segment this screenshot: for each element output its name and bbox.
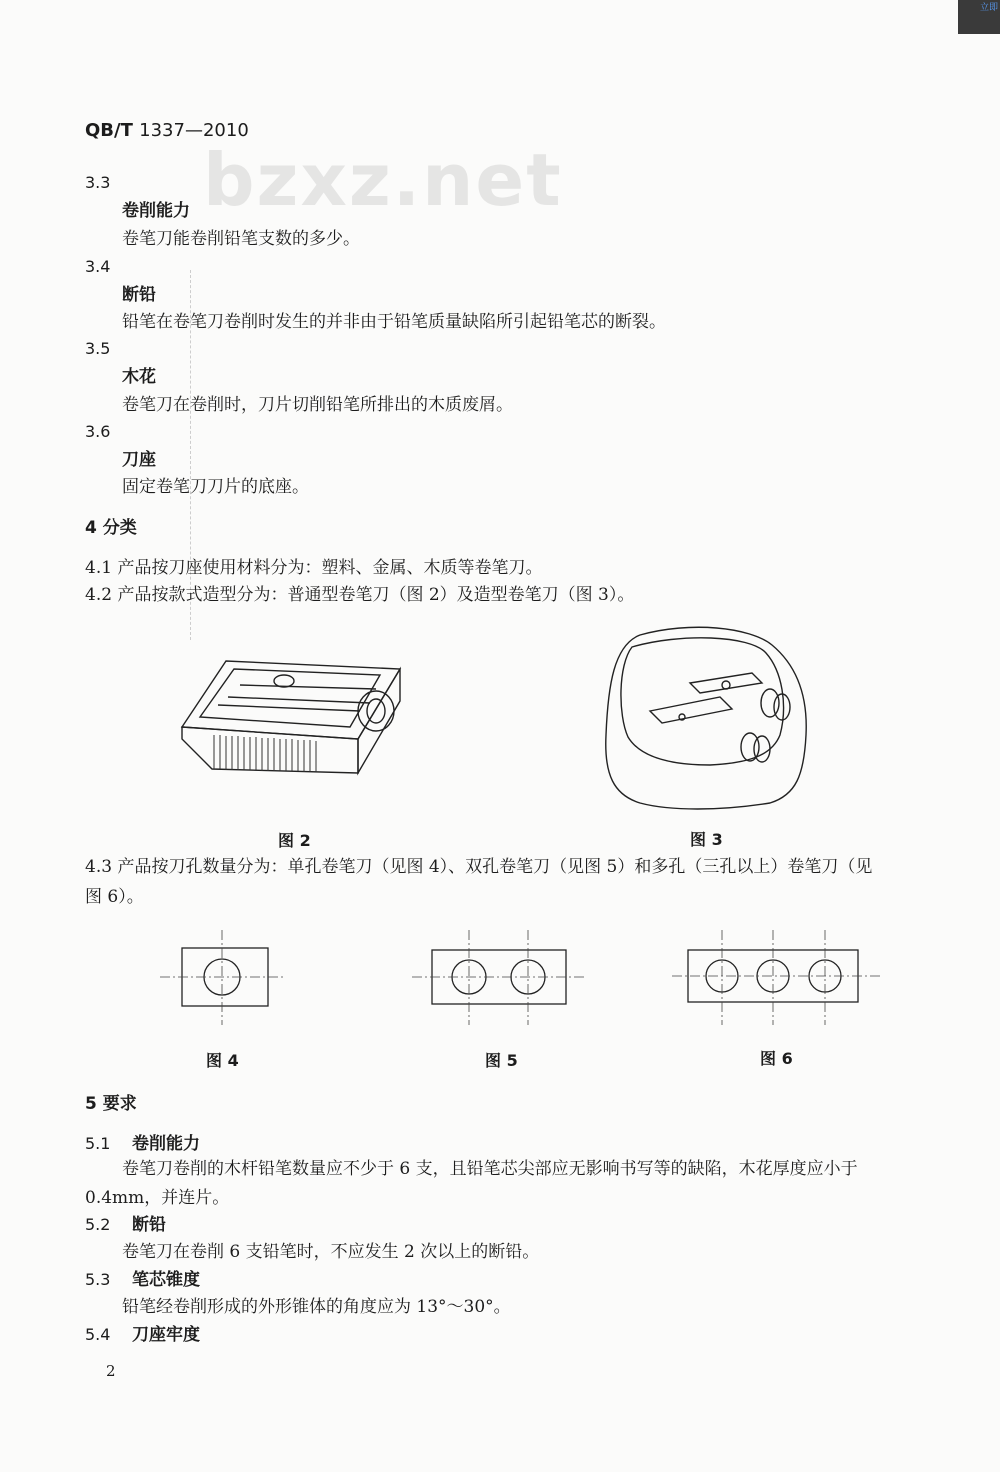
figure-6-drawing: [672, 930, 880, 1025]
clause-5-3-title: 笔芯锥度: [132, 1270, 200, 1290]
figure-4-drawing: [160, 930, 285, 1025]
figure-2-caption: 图 2: [278, 831, 311, 850]
figure-3-drawing: [600, 625, 810, 810]
clause-5-1-number: 5.1: [85, 1134, 111, 1153]
figure-2-drawing: [180, 655, 405, 775]
clause-4-3-line1: 4.3 产品按刀孔数量分为：单孔卷笔刀（见图 4）、双孔卷笔刀（见图 5）和多孔（三孔以上）卷笔刀（见: [85, 857, 873, 877]
standard-prefix: QB/T: [85, 120, 133, 141]
watermark: bzxz.net: [203, 138, 563, 222]
term-definition: 固定卷笔刀刀片的底座。: [122, 477, 309, 497]
term-title: 刀座: [122, 450, 156, 470]
term-definition: 卷笔刀能卷削铅笔支数的多少。: [122, 229, 360, 249]
standard-header: [85, 120, 249, 142]
term-title: 断铅: [122, 285, 156, 305]
term-title: 卷削能力: [122, 201, 190, 221]
clause-5-2-text: 卷笔刀在卷削 6 支铅笔时，不应发生 2 次以上的断铅。: [122, 1242, 540, 1262]
figure-5-drawing: [412, 930, 587, 1025]
figure-3-caption: 图 3: [690, 830, 723, 849]
term-number: 3.5: [85, 339, 111, 358]
clause-5-1-text-line1: 卷笔刀卷削的木杆铅笔数量应不少于 6 支，且铅笔芯尖部应无影响书写等的缺陷，木花厚度应小于: [122, 1159, 858, 1179]
term-number: 3.6: [85, 422, 111, 441]
page-number: 2: [106, 1362, 116, 1380]
term-number: 3.4: [85, 257, 111, 276]
clause-5-3-text: 铅笔经卷削形成的外形锥体的角度应为 13°～30°。: [122, 1297, 511, 1317]
clause-4-2: 4.2 产品按款式造型分为：普通型卷笔刀（图 2）及造型卷笔刀（图 3）。: [85, 585, 635, 605]
section-5-heading: 5 要求: [85, 1094, 137, 1114]
term-definition: 卷笔刀在卷削时，刀片切削铅笔所排出的木质废屑。: [122, 395, 513, 415]
clause-5-1-text-line2: 0.4mm，并连片。: [85, 1188, 230, 1208]
clause-4-1: 4.1 产品按刀座使用材料分为：塑料、金属、木质等卷笔刀。: [85, 558, 543, 578]
section-4-heading: 4 分类: [85, 518, 137, 538]
standard-number: 1337—2010: [139, 120, 249, 141]
clause-4-3-line2: 图 6）。: [85, 887, 144, 907]
term-title: 木花: [122, 367, 156, 387]
clause-5-2-number: 5.2: [85, 1215, 111, 1234]
figure-6-caption: 图 6: [760, 1049, 793, 1068]
clause-5-4-number: 5.4: [85, 1325, 111, 1344]
corner-tab[interactable]: [958, 0, 1000, 34]
term-definition: 铅笔在卷笔刀卷削时发生的并非由于铅笔质量缺陷所引起铅笔芯的断裂。: [122, 312, 666, 332]
figure-5-caption: 图 5: [485, 1051, 518, 1070]
clause-5-2-title: 断铅: [132, 1215, 166, 1235]
corner-tab-label: 立即: [979, 3, 998, 13]
term-number: 3.3: [85, 173, 111, 192]
clause-5-3-number: 5.3: [85, 1270, 111, 1289]
clause-5-4-title: 刀座牢度: [132, 1325, 200, 1345]
figure-4-caption: 图 4: [206, 1051, 239, 1070]
clause-5-1-title: 卷削能力: [132, 1134, 200, 1154]
